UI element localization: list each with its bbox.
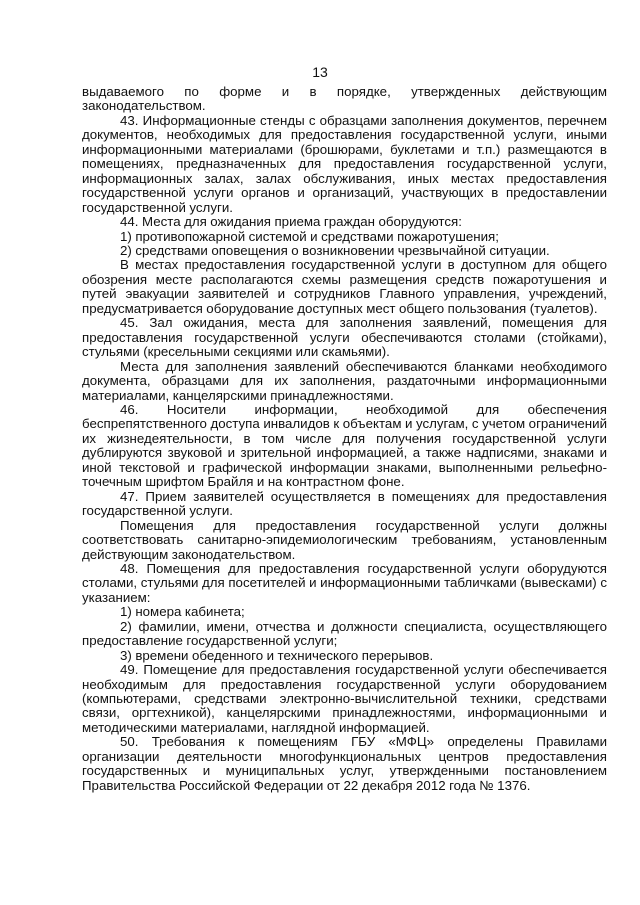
paragraph-continuation: выдаваемого по форме и в порядке, утвержденных действующим законодательством.: [82, 84, 607, 114]
paragraph-43-info-stands: 43. Информационные стенды с образцами заполнения документов, перечнем документов, необходимых для предоставления государственной услуги, иными информационными материалами (брошюрами, буклетами и т.п.) размещаются в помещениях, предназначенных для предоставления государственной услуги, информационных залах, залах обслуживания, иных местах предоставления государственной услуги органов и организаций, участвующих в предоставлении государственной услуги.: [82, 112, 607, 215]
paragraph-48-equipment: 48. Помещения для предоставления государственной услуги оборудуются столами, стульями для посетителей и информационными табличками (вывесками) с указанием:: [82, 560, 607, 605]
paragraph-50-mfc-requirements: 50. Требования к помещениям ГБУ «МФЦ» определены Правилами организации деятельности многофункциональных центров предоставления государственных и муниципальных услуг, утвержденными постановлением Правительства Российской Федерации от 22 декабря 2012 года № 1376.: [82, 734, 607, 793]
list-item-room-number: 1) номера кабинета;: [120, 604, 245, 620]
paragraph-49-room-equipment: 49. Помещение для предоставления государственной услуги обеспечивается необходимым для предоставления государственной услуги оборудованием (компьютерами, средствами электронно-вычислительной техники, средствами связи, оргтехникой), канцелярскими принадлежностями, информационными и методическими материалами, наглядной информацией.: [82, 662, 607, 735]
paragraph-45-waiting-hall: 45. Зал ожидания, места для заполнения заявлений, помещения для предоставления государственной услуги обеспечиваются столами (стойками), стульями (кресельными секциями или скамьями).: [82, 315, 607, 360]
paragraph-47-reception: 47. Прием заявителей осуществляется в помещениях для предоставления государственной услуги.: [82, 488, 607, 519]
paragraph-evacuation-schemes: В местах предоставления государственной услуги в доступном для общего обозрения месте располагаются схемы размещения средств пожаротушения и путей эвакуации заявителей и сотрудников Главного управления, учреждений, предусматривается оборудование доступных мест общего пользования (туалетов).: [82, 257, 607, 316]
list-item-break-times: 3) времени обеденного и технического перерывов.: [120, 647, 434, 663]
document-body: [82, 85, 607, 793]
list-item-specialist-name: 2) фамилии, имени, отчества и должности специалиста, осуществляющего предоставление государственной услуги;: [82, 618, 607, 649]
page-number: 13: [312, 64, 328, 80]
paragraph-44-waiting-areas: 44. Места для ожидания приема граждан оборудуются:: [120, 214, 462, 230]
paragraph-sanitary-requirements: Помещения для предоставления государственной услуги должны соответствовать санитарно-эпидемиологическим требованиям, установленным действующим законодательством.: [82, 517, 607, 562]
list-item-emergency-alert: 2) средствами оповещения о возникновении чрезвычайной ситуации.: [120, 242, 550, 258]
list-item-fire-system: 1) противопожарной системой и средствами пожаротушения;: [120, 228, 499, 244]
paragraph-46-accessibility: 46. Носители информации, необходимой для обеспечения беспрепятственного доступа инвалидов к объектам и услугам, с учетом ограничений их жизнедеятельности, в том числе для получения государственной услуги дублируются звуковой и зрительной информацией, а также надписями, знаками и иной текстовой и графической информации знаками, выполненными рельефно-точечным шрифтом Брайля и на контрастном фоне.: [82, 401, 607, 490]
paragraph-form-places: Места для заполнения заявлений обеспечиваются бланками необходимого документа, образцами для их заполнения, раздаточными информационными материалами, канцелярскими принадлежностями.: [82, 358, 607, 403]
